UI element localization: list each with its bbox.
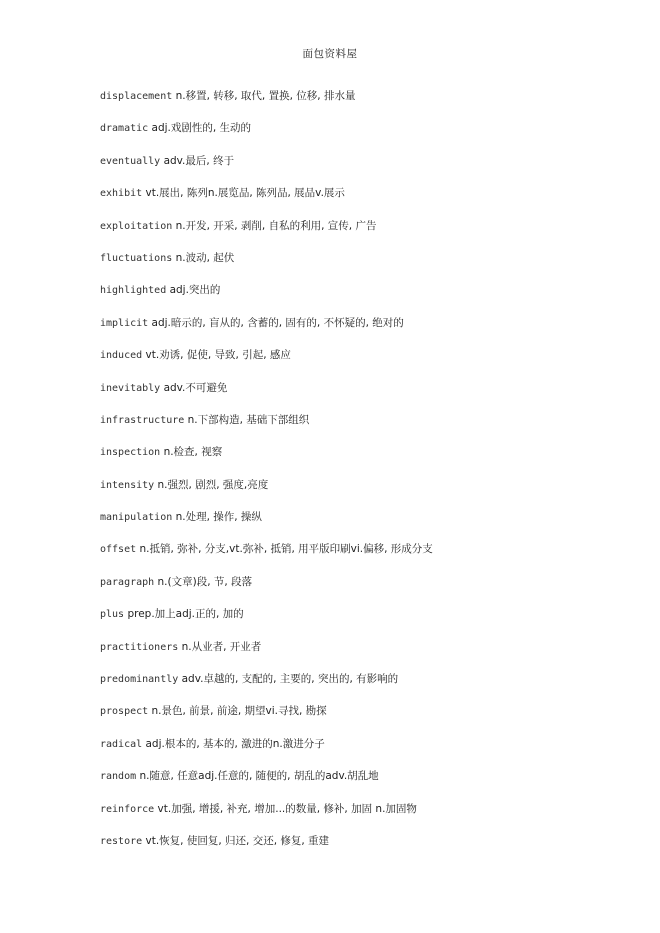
list-item <box>100 280 640 312</box>
entry-definition: prep.加上adj.正的, 加的 <box>127 608 244 621</box>
list-item <box>100 86 640 118</box>
vocabulary-list <box>100 86 640 863</box>
list-item <box>100 345 640 377</box>
list-item <box>100 766 640 798</box>
entry-definition: vt.加强, 增援, 补充, 增加...的数量, 修补, 加固 n.加固物 <box>157 802 417 815</box>
entry-word: manipulation <box>100 512 173 524</box>
entry-definition: adj.暗示的, 盲从的, 含蓄的, 固有的, 不怀疑的, 绝对的 <box>151 316 404 329</box>
list-item <box>100 216 640 248</box>
entry-definition: n.景色, 前景, 前途, 期望vi.寻找, 勘探 <box>151 705 327 718</box>
list-item <box>100 572 640 604</box>
entry-definition: adj.突出的 <box>169 284 221 297</box>
list-item <box>100 475 640 507</box>
entry-word: eventually <box>100 155 161 167</box>
entry-definition: n.下部构造, 基础下部组织 <box>187 413 310 426</box>
entry-word: predominantly <box>100 674 179 686</box>
entry-word: practitioners <box>100 641 179 653</box>
entry-word: prospect <box>100 706 149 718</box>
entry-word: inspection <box>100 447 161 459</box>
entry-word: exploitation <box>100 220 173 232</box>
entry-definition: vt.劝诱, 促使, 导致, 引起, 感应 <box>145 349 291 362</box>
list-item <box>100 734 640 766</box>
list-item <box>100 539 640 571</box>
list-item <box>100 637 640 669</box>
entry-definition: adv.最后, 终于 <box>163 154 235 167</box>
list-item <box>100 410 640 442</box>
entry-word: inevitably <box>100 382 161 394</box>
entry-definition: adj.根本的, 基本的, 激进的n.激进分子 <box>145 737 325 750</box>
list-item <box>100 151 640 183</box>
list-item <box>100 799 640 831</box>
entry-word: exhibit <box>100 188 143 200</box>
entry-word: highlighted <box>100 285 167 297</box>
list-item <box>100 442 640 474</box>
entry-word: intensity <box>100 479 155 491</box>
entry-definition: n.移置, 转移, 取代, 置换, 位移, 排水量 <box>175 90 356 102</box>
entry-definition: n.波动, 起伏 <box>175 251 235 264</box>
list-item <box>100 183 640 215</box>
entry-definition: adj.戏剧性的, 生动的 <box>151 122 252 135</box>
list-item <box>100 248 640 280</box>
list-item <box>100 604 640 636</box>
entry-definition: n.随意, 任意adj.任意的, 随便的, 胡乱的adv.胡乱地 <box>139 770 379 783</box>
entry-definition: n.处理, 操作, 操纵 <box>175 511 262 524</box>
entry-definition: adv.不可避免 <box>163 381 228 394</box>
entry-definition: adv.卓越的, 支配的, 主要的, 突出的, 有影响的 <box>181 673 399 686</box>
list-item <box>100 669 640 701</box>
entry-word: implicit <box>100 317 149 329</box>
entry-word: radical <box>100 738 143 750</box>
entry-definition: n.(文章)段, 节, 段落 <box>157 575 253 588</box>
entry-word: induced <box>100 350 143 362</box>
entry-definition: n.检查, 视察 <box>163 446 223 459</box>
entry-word: offset <box>100 544 137 556</box>
entry-definition: n.抵销, 弥补, 分支,vt.弥补, 抵销, 用平版印刷vi.偏移, 形成分支 <box>139 543 433 556</box>
entry-word: plus <box>100 609 125 621</box>
entry-definition: n.开发, 开采, 剥削, 自私的利用, 宣传, 广告 <box>175 219 377 232</box>
entry-word: random <box>100 771 137 783</box>
entry-word: dramatic <box>100 123 149 135</box>
entry-definition: n.从业者, 开业者 <box>181 640 262 653</box>
list-item <box>100 831 640 863</box>
entry-word: restore <box>100 835 143 847</box>
list-item <box>100 507 640 539</box>
entry-definition: vt.恢复, 使回复, 归还, 交还, 修复, 重建 <box>145 834 330 847</box>
page-header-title: 面包资料屋 <box>302 48 358 60</box>
entry-word: infrastructure <box>100 414 185 426</box>
list-item <box>100 378 640 410</box>
list-item <box>100 313 640 345</box>
list-item <box>100 701 640 733</box>
list-item <box>100 118 640 150</box>
entry-word: paragraph <box>100 576 155 588</box>
entry-word: reinforce <box>100 803 155 815</box>
entry-definition: n.强烈, 剧烈, 强度,亮度 <box>157 478 269 491</box>
entry-definition: vt.展出, 陈列n.展览品, 陈列品, 展品v.展示 <box>145 187 345 200</box>
entry-word: displacement <box>100 91 173 102</box>
entry-word: fluctuations <box>100 252 173 264</box>
